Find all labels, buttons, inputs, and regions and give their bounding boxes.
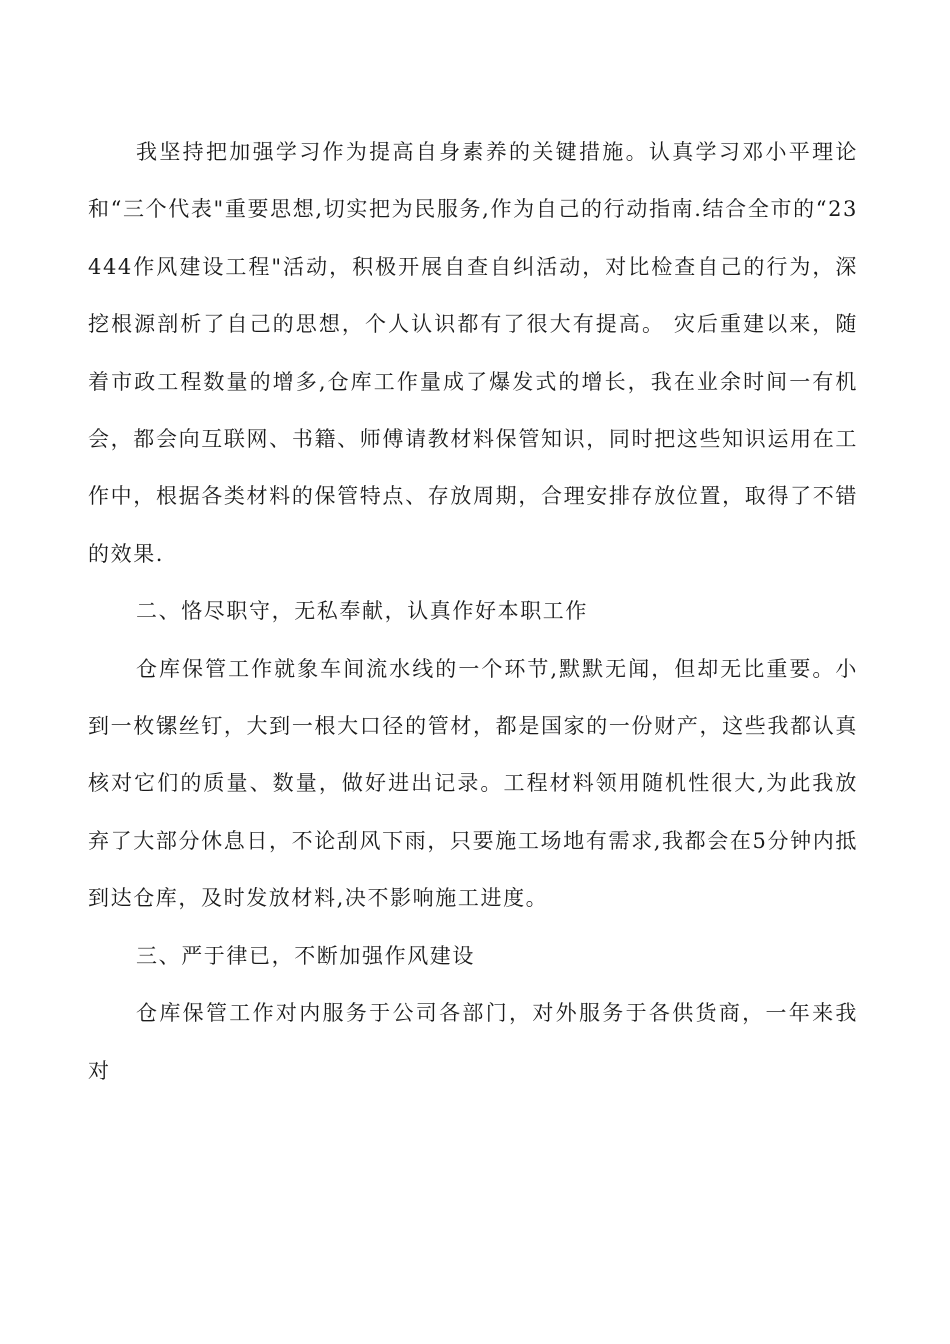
- section-heading-2: 二、恪尽职守，无私奉献，认真作好本职工作: [136, 599, 588, 624]
- paragraph-duty: 仓库保管工作就象车间流水线的一个环节,默默无闻，但却无比重要。小到一枚镙丝钉，大到一根大口径的管材，都是国家的一份财产，这些我都认真核对它们的质量、数量，做好进出记录。工程材料领用随机性很大,为此我放弃了大部分休息日，不论刮风下雨，只要施工场地有需求,我都会在5分钟内抵到达仓库，及时发放材料,决不影响施工进度。: [88, 656, 858, 911]
- paragraph-study: 我坚持把加强学习作为提高自身素养的关键措施。认真学习邓小平理论和“三个代表"重要思想,切实把为民服务,作为自己的行动指南.结合全市的“23444作风建设工程"活动，积极开展自查自纠活动，对比检查自己的行为，深挖根源剖析了自己的思想，个人认识都有了很大有提高。 灾后重建以来，随着市政工程数量的增多,仓库工作量成了爆发式的增长，我在业余时间一有机会，都会向互联网、书籍、师傅请教材料保管知识，同时把这些知识运用在工作中，根据各类材料的保管特点、存放周期，合理安排存放位置，取得了不错的效果.: [88, 140, 858, 566]
- section-heading-3: 三、严于律已，不断加强作风建设: [136, 943, 475, 968]
- document-body: [88, 124, 858, 1100]
- paragraph-service: 仓库保管工作对内服务于公司各部门，对外服务于各供货商，一年来我对: [88, 1001, 858, 1083]
